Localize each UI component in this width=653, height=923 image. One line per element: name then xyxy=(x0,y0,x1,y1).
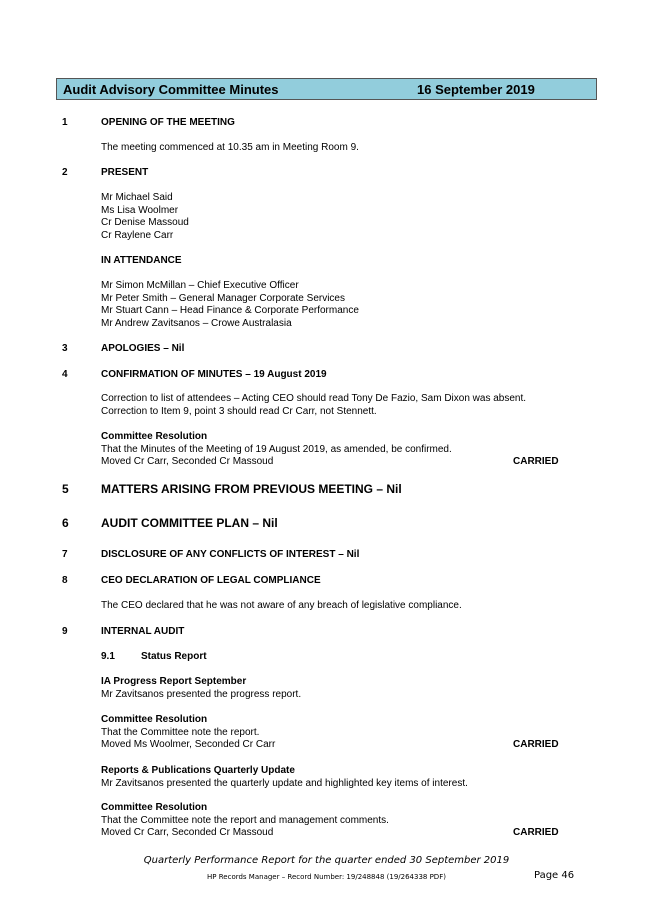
resolution-block xyxy=(101,802,389,840)
item-number: 1 xyxy=(62,117,68,128)
header-band xyxy=(56,78,597,100)
footer-record-number: HP Records Manager – Record Number: 19/248848 (19/264338 PDF) xyxy=(207,873,446,881)
paragraph: Correction to Item 9, point 3 should read Cr Carr, not Stennett. xyxy=(101,405,377,417)
moved-line: Moved Cr Carr, Seconded Cr Massoud xyxy=(101,827,274,839)
item-heading: AUDIT COMMITTEE PLAN – Nil xyxy=(101,516,278,530)
carried-label: CARRIED xyxy=(513,739,559,750)
item-number: 5 xyxy=(62,482,69,496)
paragraph: Mr Zavitsanos presented the progress report. xyxy=(101,688,302,700)
item-number: 6 xyxy=(62,516,69,530)
present-list xyxy=(101,192,189,242)
moved-line: Moved Ms Woolmer, Seconded Cr Carr xyxy=(101,739,276,751)
subitem-number: 9.1 xyxy=(101,651,115,662)
resolution-text: That the Committee note the report and management comments. xyxy=(101,814,389,826)
item-number: 2 xyxy=(62,167,68,178)
resolution-text: That the Minutes of the Meeting of 19 August 2019, as amended, be confirmed. xyxy=(101,443,452,455)
subitem-title: Status Report xyxy=(141,651,207,662)
item-number: 7 xyxy=(62,549,68,560)
item-heading: CONFIRMATION OF MINUTES – 19 August 2019 xyxy=(101,369,327,380)
ia-heading: IA Progress Report September xyxy=(101,676,247,687)
list-item: Mr Michael Said xyxy=(101,192,173,203)
paragraph: Mr Zavitsanos presented the quarterly update and highlighted key items of interest. xyxy=(101,777,468,789)
item-heading: OPENING OF THE MEETING xyxy=(101,117,235,128)
list-item: Cr Raylene Carr xyxy=(101,229,174,241)
item-number: 4 xyxy=(62,369,68,380)
resolution-heading: Committee Resolution xyxy=(101,802,208,813)
attendance-heading: IN ATTENDANCE xyxy=(101,255,182,266)
list-item: Cr Denise Massoud xyxy=(101,217,189,229)
resolution-block xyxy=(101,431,452,469)
paragraph: The meeting commenced at 10.35 am in Meeting Room 9. xyxy=(101,142,359,153)
footer-report-title: Quarterly Performance Report for the quarter ended 30 September 2019 xyxy=(143,855,510,866)
item-text xyxy=(101,142,359,155)
item-heading: MATTERS ARISING FROM PREVIOUS MEETING – Nil xyxy=(101,482,402,496)
item-heading: INTERNAL AUDIT xyxy=(101,626,185,637)
item-heading: APOLOGIES – Nil xyxy=(101,343,185,354)
reports-heading: Reports & Publications Quarterly Update xyxy=(101,765,295,776)
resolution-block xyxy=(101,714,275,752)
attendance-list xyxy=(101,280,359,330)
list-item: Mr Andrew Zavitsanos – Crowe Australasia xyxy=(101,317,292,329)
ia-progress-block xyxy=(101,676,301,701)
resolution-heading: Committee Resolution xyxy=(101,714,208,725)
item-number: 8 xyxy=(62,575,68,586)
carried-label: CARRIED xyxy=(513,456,559,467)
page-number: Page 46 xyxy=(534,870,575,881)
corrections xyxy=(101,393,526,418)
carried-label: CARRIED xyxy=(513,827,559,838)
item-text xyxy=(101,600,462,613)
meeting-date: 16 September 2019 xyxy=(417,82,535,97)
list-item: Mr Peter Smith – General Manager Corporate Services xyxy=(101,292,345,304)
list-item: Mr Simon McMillan – Chief Executive Officer xyxy=(101,280,299,291)
paragraph: The CEO declared that he was not aware of any breach of legislative compliance. xyxy=(101,600,462,611)
item-heading: DISCLOSURE OF ANY CONFLICTS OF INTEREST – Nil xyxy=(101,549,360,560)
list-item: Mr Stuart Cann – Head Finance & Corporate Performance xyxy=(101,305,359,317)
paragraph: Correction to list of attendees – Acting CEO should read Tony De Fazio, Sam Dixon was absent. xyxy=(101,393,527,404)
item-heading: PRESENT xyxy=(101,167,149,178)
item-number: 9 xyxy=(62,626,68,637)
reports-block xyxy=(101,765,468,790)
document-title: Audit Advisory Committee Minutes xyxy=(63,82,279,97)
moved-line: Moved Cr Carr, Seconded Cr Massoud xyxy=(101,456,274,468)
list-item: Ms Lisa Woolmer xyxy=(101,204,179,216)
resolution-text: That the Committee note the report. xyxy=(101,726,260,738)
item-number: 3 xyxy=(62,343,68,354)
item-heading: CEO DECLARATION OF LEGAL COMPLIANCE xyxy=(101,575,321,586)
resolution-heading: Committee Resolution xyxy=(101,431,208,442)
